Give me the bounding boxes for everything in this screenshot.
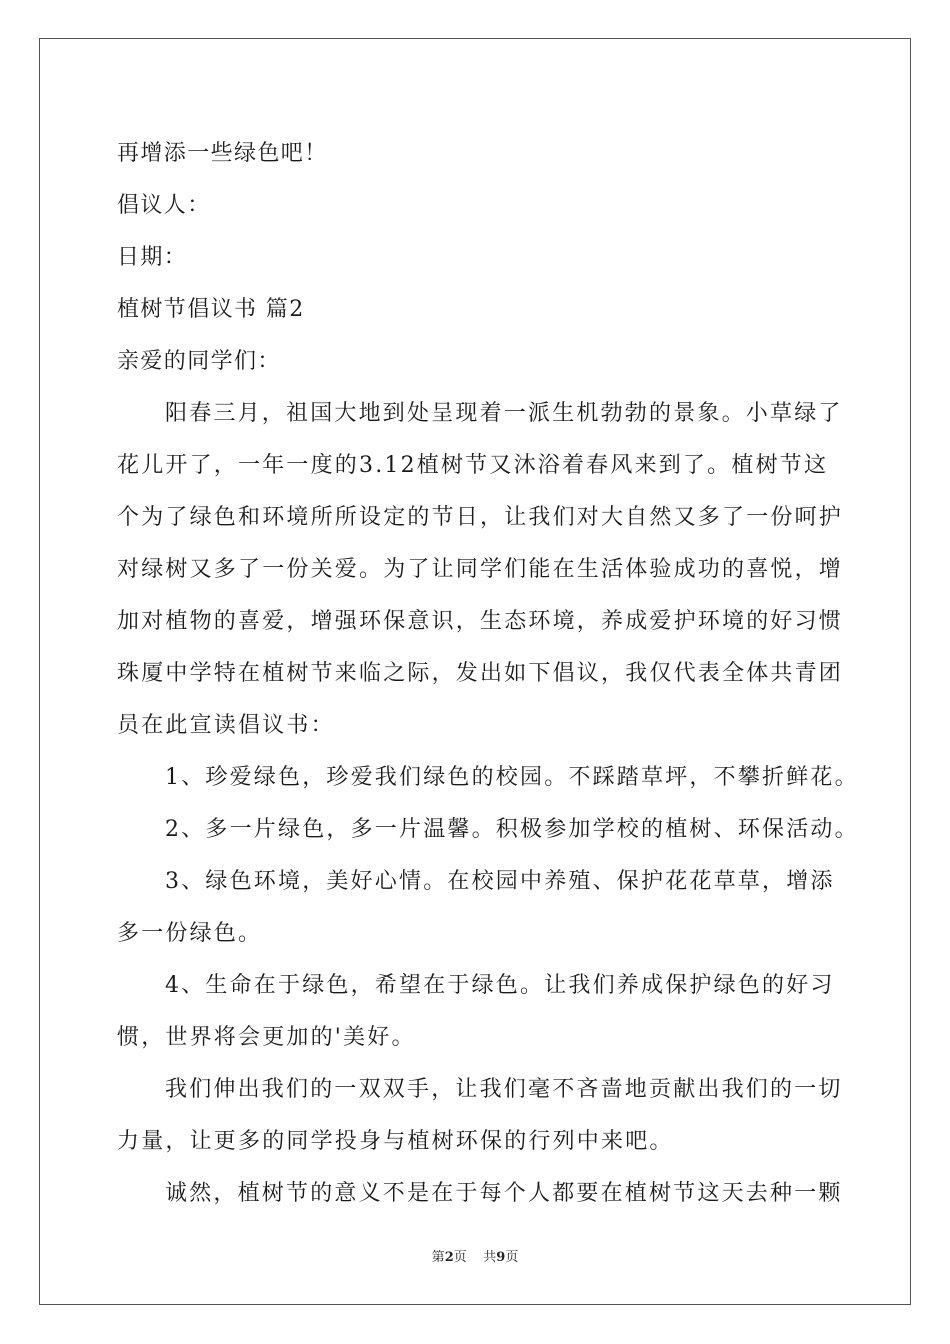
text-line: 再增添一些绿色吧！ [117, 141, 328, 166]
paragraph-line: 力量，让更多的同学投身与植树环保的行列中来吧。 [117, 1129, 674, 1154]
section-heading: 植树节倡议书 篇2 [117, 297, 305, 322]
paragraph-line: 珠厦中学特在植树节来临之际，发出如下倡议，我仅代表全体共青团 [117, 661, 844, 686]
page-prefix: 第 [431, 1250, 445, 1265]
list-item-continuation: 多一份绿色。 [117, 921, 263, 946]
list-item: 3、绿色环境，美好心情。在校园中养殖、保护花花草草，增添 [165, 869, 835, 894]
paragraph-line: 对绿树又多了一份关爱。为了让同学们能在生活体验成功的喜悦，增 [117, 557, 844, 582]
total-page-number: 9 [496, 1250, 506, 1265]
paragraph-line: 诚然，植树节的意义不是在于每个人都要在植树节这天去种一颗 [165, 1181, 843, 1206]
paragraph-line: 员在此宣读倡议书： [117, 713, 335, 738]
salutation: 亲爱的同学们： [117, 349, 281, 374]
paragraph-line: 我们伸出我们的一双双手，让我们毫不吝啬地贡献出我们的一切 [165, 1077, 843, 1102]
paragraph-line: 个为了绿色和环境所所设定的节日，让我们对大自然又多了一份呵护 [117, 505, 844, 530]
text-line: 倡议人： [117, 193, 211, 218]
page-mid: 页 共 [453, 1250, 497, 1265]
document-body [117, 128, 859, 1220]
list-item: 4、生命在于绿色，希望在于绿色。让我们养成保护绿色的好习 [165, 973, 835, 998]
list-item: 1、珍爱绿色，珍爱我们绿色的校园。不踩踏草坪，不攀折鲜花。 [165, 765, 859, 790]
page-suffix: 页 [505, 1250, 519, 1265]
paragraph-line: 花儿开了，一年一度的3.12植树节又沐浴着春风来到了。植树节这 [117, 453, 829, 478]
list-item: 2、多一片绿色，多一片温馨。积极参加学校的植树、环保活动。 [165, 817, 859, 842]
paragraph-line: 阳春三月，祖国大地到处呈现着一派生机勃勃的景象。小草绿了 [165, 401, 843, 426]
current-page-number: 2 [444, 1250, 454, 1265]
text-line: 日期： [117, 245, 188, 270]
page-footer [0, 1246, 950, 1265]
paragraph-line: 加对植物的喜爱，增强环保意识，生态环境，养成爱护环境的好习惯 [117, 609, 844, 634]
list-item-continuation: 惯，世界将会更加的'美好。 [117, 1025, 416, 1050]
